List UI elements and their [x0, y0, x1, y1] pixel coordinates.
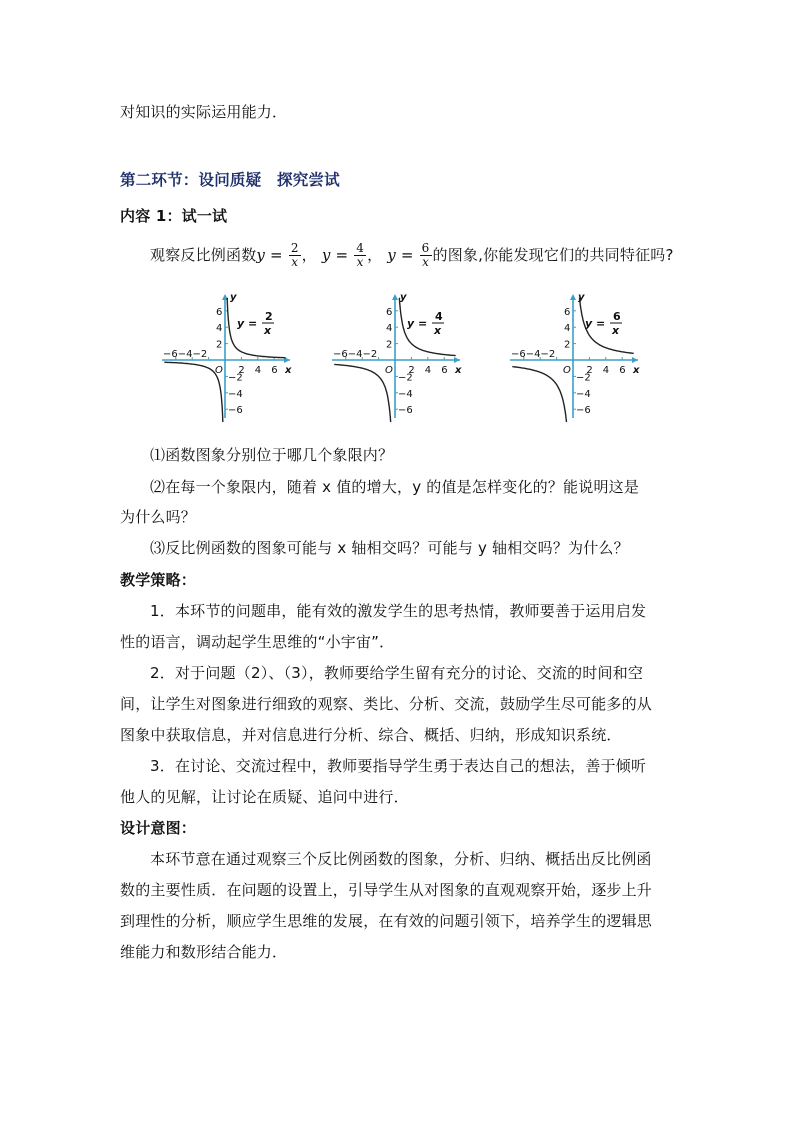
design-line-1: 本环节意在通过观察三个反比例函数的图象，分析、归纳、概括出反比例函	[150, 850, 652, 868]
x-tick-label: 4	[254, 365, 262, 376]
y-tick-label: −6	[576, 405, 591, 417]
graph-y-2-over-x	[158, 290, 293, 422]
observe-line	[150, 238, 674, 272]
y-tick-label: 2	[564, 339, 571, 351]
observe-suffix: 的图象,你能发现它们的共同特征吗?	[432, 246, 674, 264]
design-heading: 设计意图：	[120, 819, 197, 837]
equals: =	[330, 246, 354, 264]
var-y: y	[321, 246, 331, 264]
strategy-3-line-1: 3．在讨论、交流过程中，教师要指导学生勇于表达自己的想法，善于倾听	[150, 757, 647, 775]
y-tick-label: −6	[228, 405, 243, 417]
question-3: ⑶反比例函数的图象可能与 x 轴相交吗？可能与 y 轴相交吗？为什么？	[150, 539, 629, 557]
y-tick-label: −2	[576, 372, 591, 384]
curve-branch-quadrant-3	[334, 364, 390, 422]
separator: ，	[301, 246, 317, 264]
curve-branch-quadrant-3	[512, 367, 566, 422]
x-tick-label: 6	[619, 365, 626, 376]
x-tick-label: 2	[586, 365, 593, 376]
y-tick-label: 6	[386, 306, 393, 318]
y-tick-label: 4	[564, 323, 571, 335]
var-y: y	[256, 246, 266, 264]
strategy-1-line-2: 性的语言，调动起学生思维的“小宇宙”．	[120, 633, 395, 651]
fraction-4-over-x: $\frac{4}{x}$	[356, 241, 365, 269]
fraction-6-over-x: $\frac{6}{x}$	[421, 241, 430, 269]
origin-label: O	[563, 365, 571, 376]
y-tick-label: 6	[216, 306, 223, 318]
y-tick-label: 6	[564, 306, 571, 318]
x-tick-label: 4	[602, 365, 610, 376]
x-axis-arrow	[632, 357, 638, 363]
intro-tail: 对知识的实际运用能力．	[120, 103, 288, 121]
strategy-2-line-1: 2．对于问题（2）、（3），教师要给学生留有充分的讨论、交流的时间和空	[150, 664, 644, 682]
y-axis-label: y	[400, 292, 407, 303]
content-heading: 内容 1：试一试	[120, 207, 228, 225]
question-2-line-1: ⑵在每一个象限内，随着 x 值的增大，y 的值是怎样变化的？能说明这是	[150, 478, 640, 496]
equals: =	[265, 246, 288, 264]
origin-label: O	[385, 365, 393, 376]
y-tick-label: −4	[576, 388, 591, 400]
x-tick-label: 2	[238, 365, 245, 376]
x-axis-label: x	[285, 365, 292, 376]
x-tick-label: 6	[271, 365, 278, 376]
x-axis-label: x	[633, 365, 640, 376]
y-tick-label: 2	[216, 339, 223, 351]
x-tick-label: 2	[408, 365, 415, 376]
strategy-heading: 教学策略：	[120, 571, 197, 589]
y-tick-label: 2	[386, 339, 393, 351]
y-tick-label: −6	[398, 405, 413, 417]
fraction-2-over-x: $\frac{2}{x}$	[290, 241, 299, 269]
y-tick-label: −4	[398, 388, 413, 400]
question-2-line-2: 为什么吗？	[120, 508, 197, 526]
x-tick-label-negative: −6−4−2	[163, 349, 208, 360]
question-1: ⑴函数图象分别位于哪几个象限内？	[150, 446, 394, 464]
y-axis-arrow	[570, 294, 576, 300]
section-heading: 第二环节：设问质疑 探究尝试	[120, 171, 340, 189]
y-tick-label: −2	[398, 372, 413, 384]
x-axis-label: x	[455, 365, 462, 376]
function-label-numerator: 4	[435, 310, 443, 323]
y-tick-label: 4	[386, 323, 393, 335]
function-label-numerator: 2	[265, 310, 273, 323]
design-line-4: 维能力和数形结合能力．	[120, 943, 288, 961]
var-y: y	[387, 246, 396, 264]
graph-y-6-over-x	[506, 290, 641, 422]
x-tick-label: 6	[441, 365, 448, 376]
y-axis-arrow	[392, 294, 398, 300]
function-label-y: y =	[585, 317, 606, 330]
x-tick-label-negative: −6−4−2	[333, 349, 378, 360]
design-line-2: 数的主要性质．在问题的设置上，引导学生从对图象的直观观察开始，逐步上升	[120, 881, 653, 899]
observe-prefix: 观察反比例函数	[150, 246, 257, 264]
strategy-2-line-3: 图象中获取信息，并对信息进行分析、综合、概括、归纳，形成知识系统．	[120, 726, 622, 744]
graph-y-4-over-x	[328, 290, 463, 422]
function-label-y: y =	[237, 317, 258, 330]
strategy-1-line-1: 1．本环节的问题串，能有效的激发学生的思考热情，教师要善于运用启发	[150, 602, 647, 620]
y-tick-label: −4	[228, 388, 243, 400]
strategy-2-line-2: 间，让学生对图象进行细致的观察、类比、分析、交流，鼓励学生尽可能多的从	[120, 695, 653, 713]
function-label-denominator: x	[264, 324, 272, 337]
x-tick-label-negative: −6−4−2	[511, 349, 556, 360]
function-label-denominator: x	[612, 324, 620, 337]
y-tick-label: 4	[216, 323, 223, 335]
y-axis-label: y	[230, 292, 237, 303]
equals: =	[395, 246, 419, 264]
origin-label: O	[215, 365, 223, 376]
function-label-numerator: 6	[613, 310, 621, 323]
function-label-denominator: x	[434, 324, 442, 337]
y-tick-label: −2	[228, 372, 243, 384]
x-axis-arrow	[454, 357, 460, 363]
design-line-3: 到理性的分析，顺应学生思维的发展，在有效的问题引领下，培养学生的逻辑思	[120, 912, 653, 930]
x-tick-label: 4	[424, 365, 432, 376]
separator: ，	[367, 246, 383, 264]
function-label-y: y =	[407, 317, 428, 330]
strategy-3-line-2: 他人的见解，让讨论在质疑、追问中进行．	[120, 788, 409, 806]
y-axis-label: y	[578, 292, 585, 303]
